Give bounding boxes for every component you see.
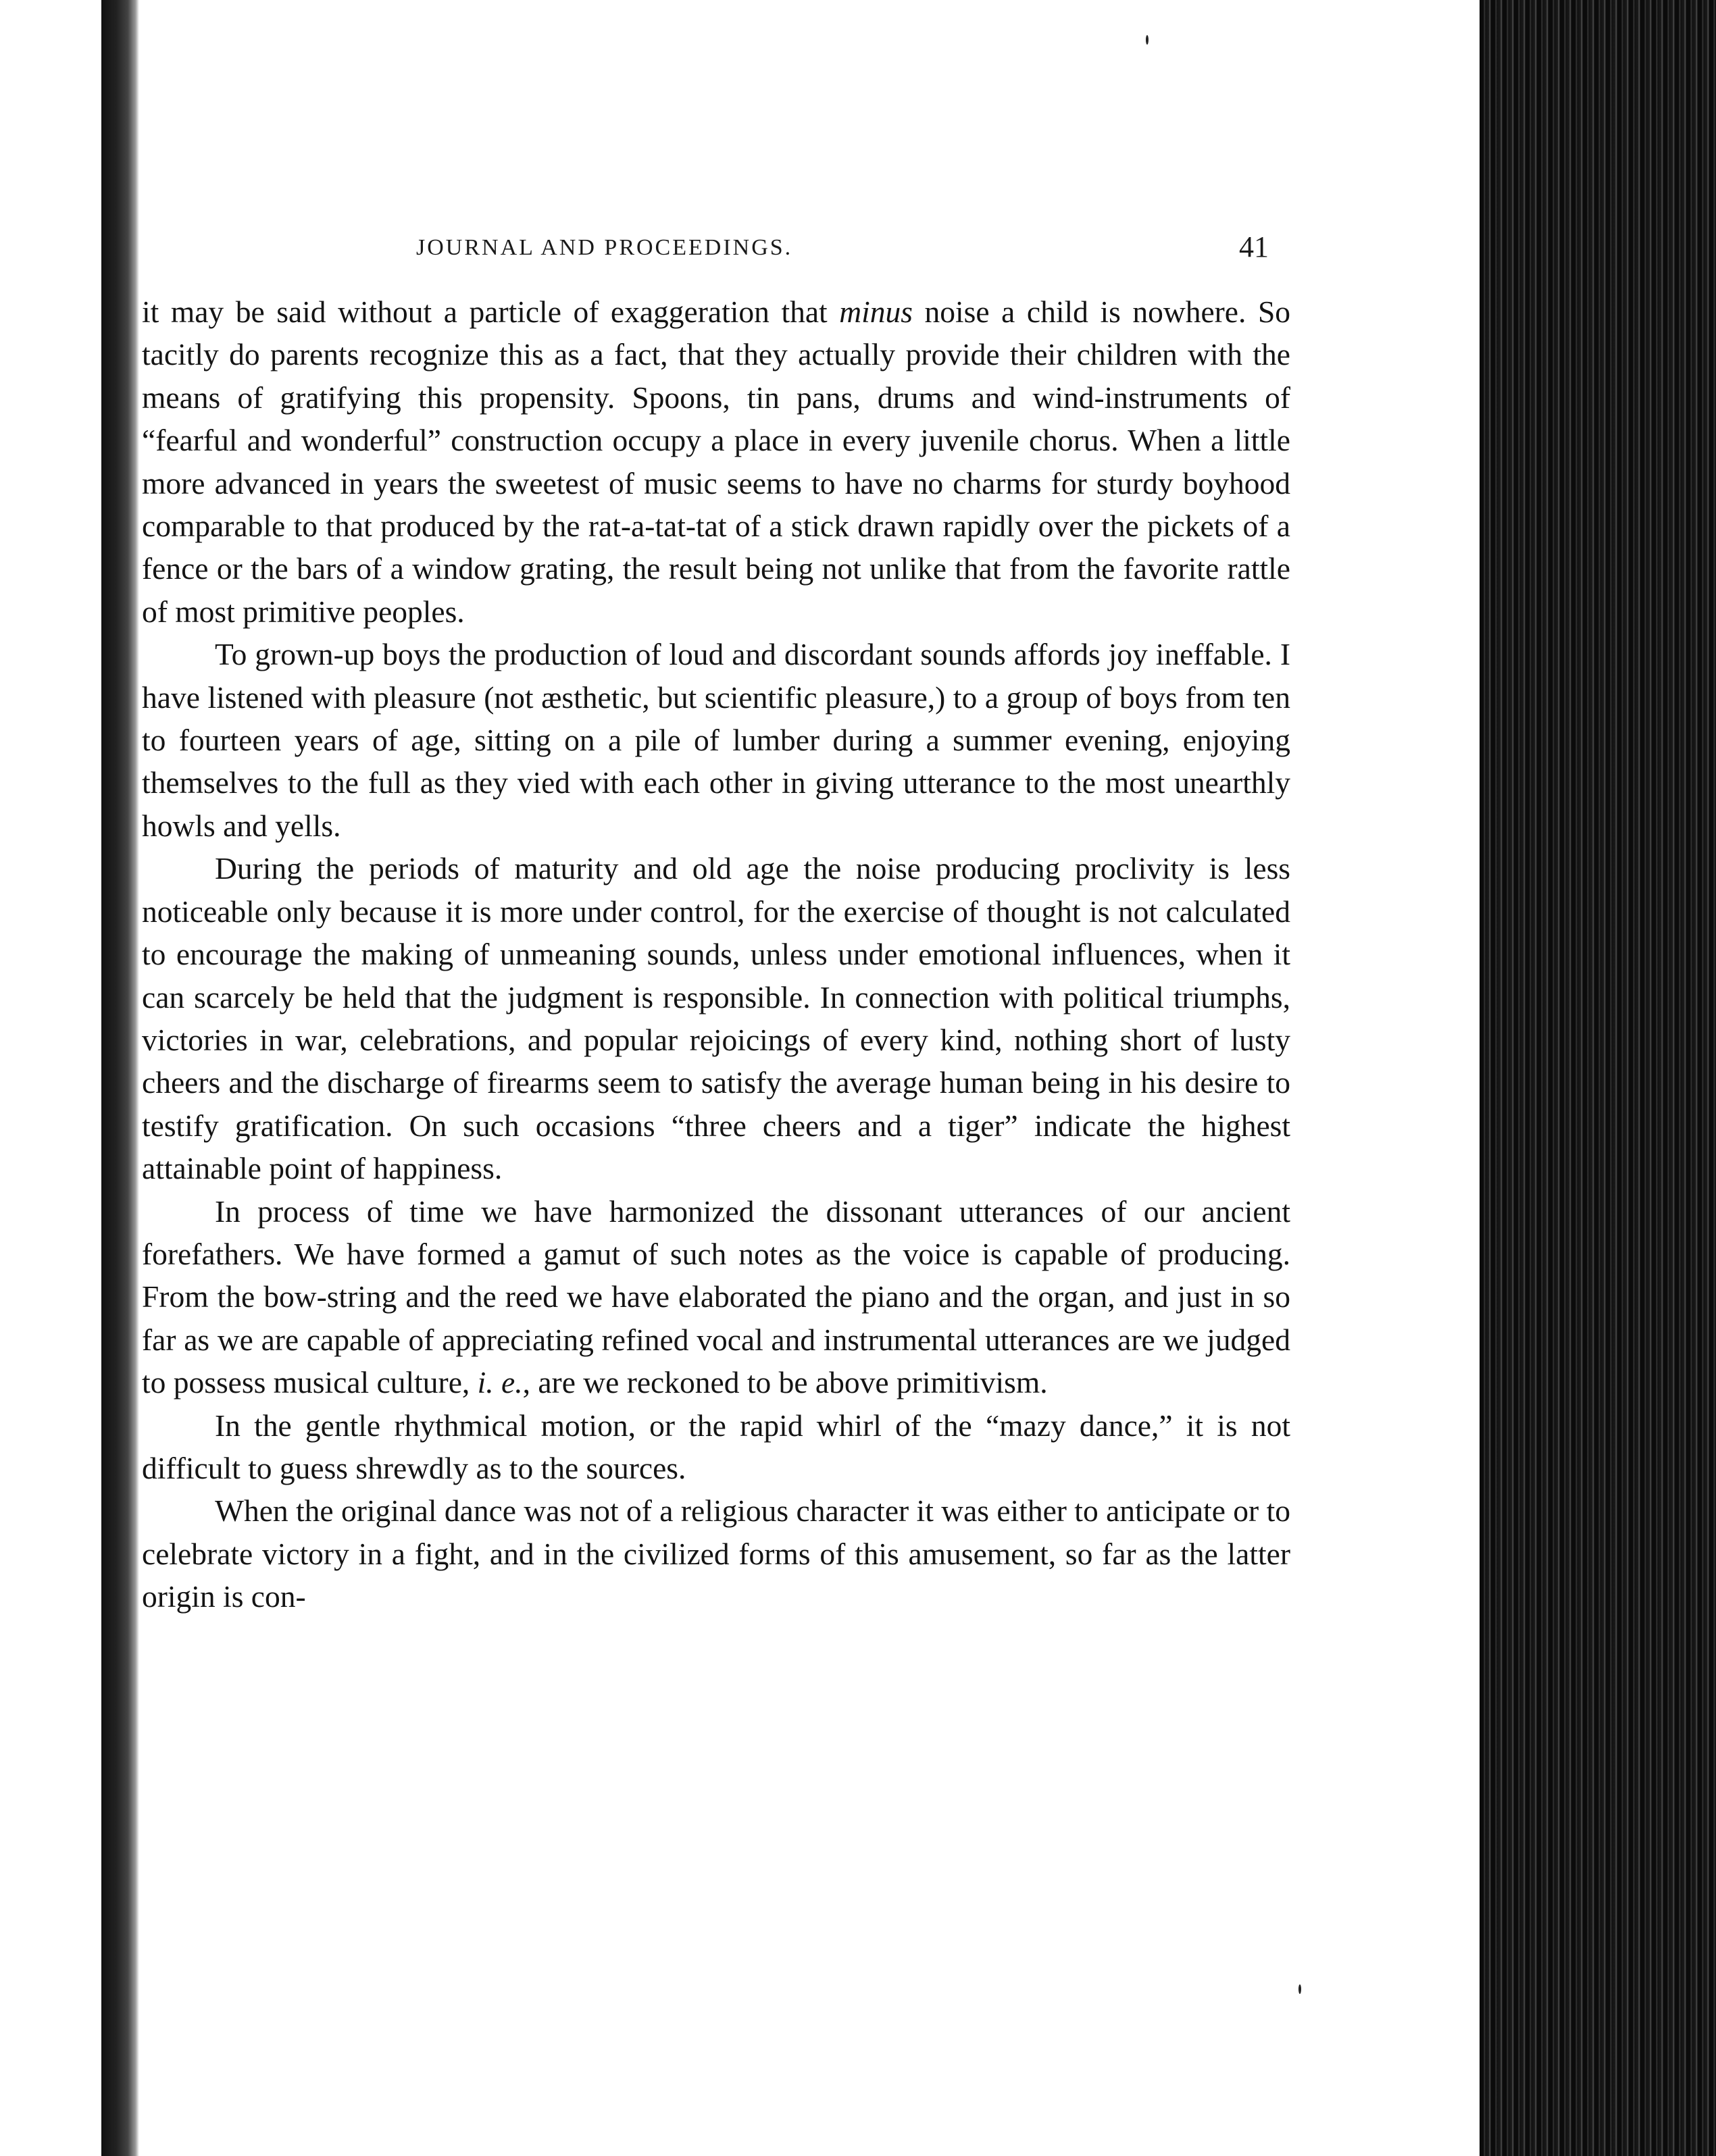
running-header xyxy=(142,230,1290,270)
paragraph-text: During the periods of maturity and old age the noise producing proclivity is less noticeable only because it is more under control, for the exercise of thought is not calculated to encourage the making of unmeaning sounds, unless under emotional influences, when it can scarcely be held that the judgment is responsible. In connection with political triumphs, victories in war, celebrations, and popular rejoicings of every kind, nothing short of lusty cheers and the discharge of firearms seem to satisfy the average human being in his desire to testify gratification. On such occasions “three cheers and a tiger” indicate the highest attainable point of happiness. xyxy=(142,851,1290,1186)
paragraph xyxy=(142,847,1290,1189)
paragraph-text: To grown-up boys the production of loud and discordant sounds affords joy ineffable. I have listened with pleasure (not æsthetic, but scientific pleasure,) to a group of boys from ten to fourteen years of age, sitting on a pile of lumber during a summer evening, enjoying themselves to the full as they vied with each other in giving utterance to the most unearthly howls and yells. xyxy=(142,637,1290,843)
paragraph-text: , are we reckoned to be above primitivism. xyxy=(522,1365,1048,1400)
running-title: JOURNAL AND PROCEEDINGS. xyxy=(416,235,793,260)
page-number: 41 xyxy=(1239,230,1269,263)
scan-speck xyxy=(1298,1984,1301,1994)
italic-text: i. e. xyxy=(477,1365,523,1400)
left-margin xyxy=(0,0,101,2156)
page-stack-edges xyxy=(1480,0,1716,2156)
paragraph-text: In process of time we have harmonized the dissonant utterances of our ancient forefathers. We have formed a gamut of such notes as the voice is capable of producing. From the bow-string and the reed we have elaborated the piano and the organ, and just in so far as we are capable of appreciating refined vocal and instrumental utterances are we judged to possess musical culture, xyxy=(142,1194,1290,1400)
paragraph-text: noise a child is nowhere. So tacitly do parents recognize this as a fact, that they actually provide their children with the means of gratifying this propensity. Spoons, tin pans, drums and wind-instruments of “fearful and wonderful” construction occupy a place in every juvenile chorus. When a little more advanced in years the sweetest of music seems to have no charms for sturdy boyhood comparable to that produced by the rat-a-tat-tat of a stick drawn rapidly over the pickets of a fence or the bars of a window grating, the result being not unlike that from the favorite rattle of most primitive peoples. xyxy=(142,294,1291,629)
paragraph-text: In the gentle rhythmical motion, or the rapid whirl of the “mazy dance,” it is not difficult to guess shrewdly as to the sources. xyxy=(142,1408,1290,1485)
paragraph-text: When the original dance was not of a religious character it was either to anticipate or to celebrate victory in a fight, and in the civilized forms of this amusement, so far as the latter origin is con- xyxy=(142,1493,1290,1614)
paragraph-text: it may be said without a particle of exaggeration that xyxy=(142,294,840,329)
paragraph xyxy=(142,1404,1290,1490)
scan-speck xyxy=(1146,35,1149,45)
paragraph xyxy=(142,1489,1290,1618)
paragraph xyxy=(142,633,1290,847)
book-spine-shadow xyxy=(101,0,139,2156)
paragraph xyxy=(142,290,1290,633)
italic-text: minus xyxy=(839,294,913,329)
body-text xyxy=(142,290,1290,1618)
paragraph xyxy=(142,1190,1290,1404)
